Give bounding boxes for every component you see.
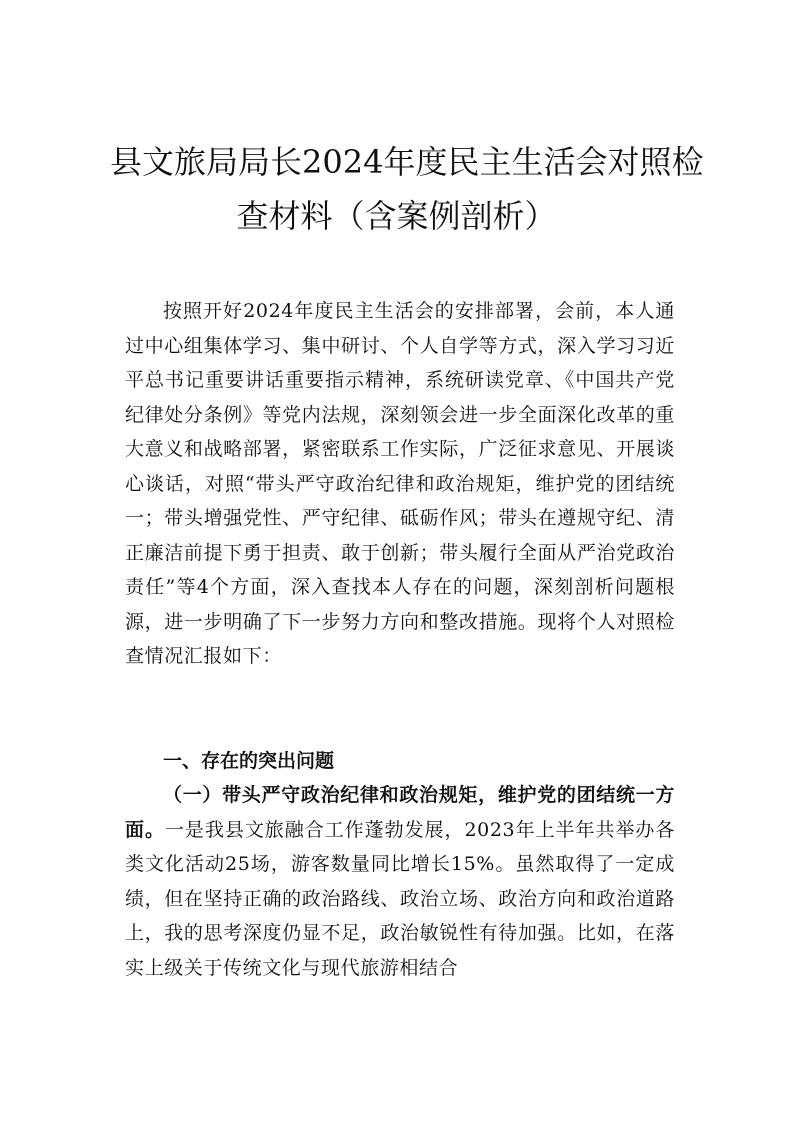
section-heading-problems: 一、存在的突出问题 <box>163 750 335 772</box>
subsection-1-paragraph <box>125 778 675 985</box>
subsection-1-heading: （一）带头严守政治纪律和政治规矩，维护党的团结统一方面。 <box>125 784 675 841</box>
subsection-1-text: 一是我县文旅融合工作蓬勃发展，2023年上半年共举办各类文化活动25场，游客数量同比增长15%。虽然取得了一定成绩，但在坚持正确的政治路线、政治立场、政治方向和政治道路上，我的思考深度仍显不足，政治敏锐性有待加强。比如，在落实上级关于传统文化与现代旅游相结合 <box>125 818 676 979</box>
document-title-line-1: 县文旅局局长2024年度民主生活会对照检 <box>110 143 704 181</box>
intro-paragraph: 按照开好2024年度民主生活会的安排部署，会前，本人通过中心组集体学习、集中研讨、个人自学等方式，深入学习习近平总书记重要讲话重要指示精神，系统研读党章、《中国共产党纪律处分条例》等党内法规，深刻领会进一步全面深化改革的重大意义和战略部署，紧密联系工作实际，广泛征求意见、开展谈心谈话，对照“带头严守政治纪律和政治规矩，维护党的团结统一；带头增强党性、严守纪律、砥砺作风；带头在遵规守纪、清正廉洁前提下勇于担责、敢于创新；带头履行全面从严治党政治责任”等4个方面，深入查找本人存在的问题，深刻剖析问题根源，进一步明确了下一步努力方向和整改措施。现将个人对照检查情况汇报如下： <box>125 300 675 667</box>
document-title-line-2: 查材料（含案例剖析） <box>236 197 557 235</box>
